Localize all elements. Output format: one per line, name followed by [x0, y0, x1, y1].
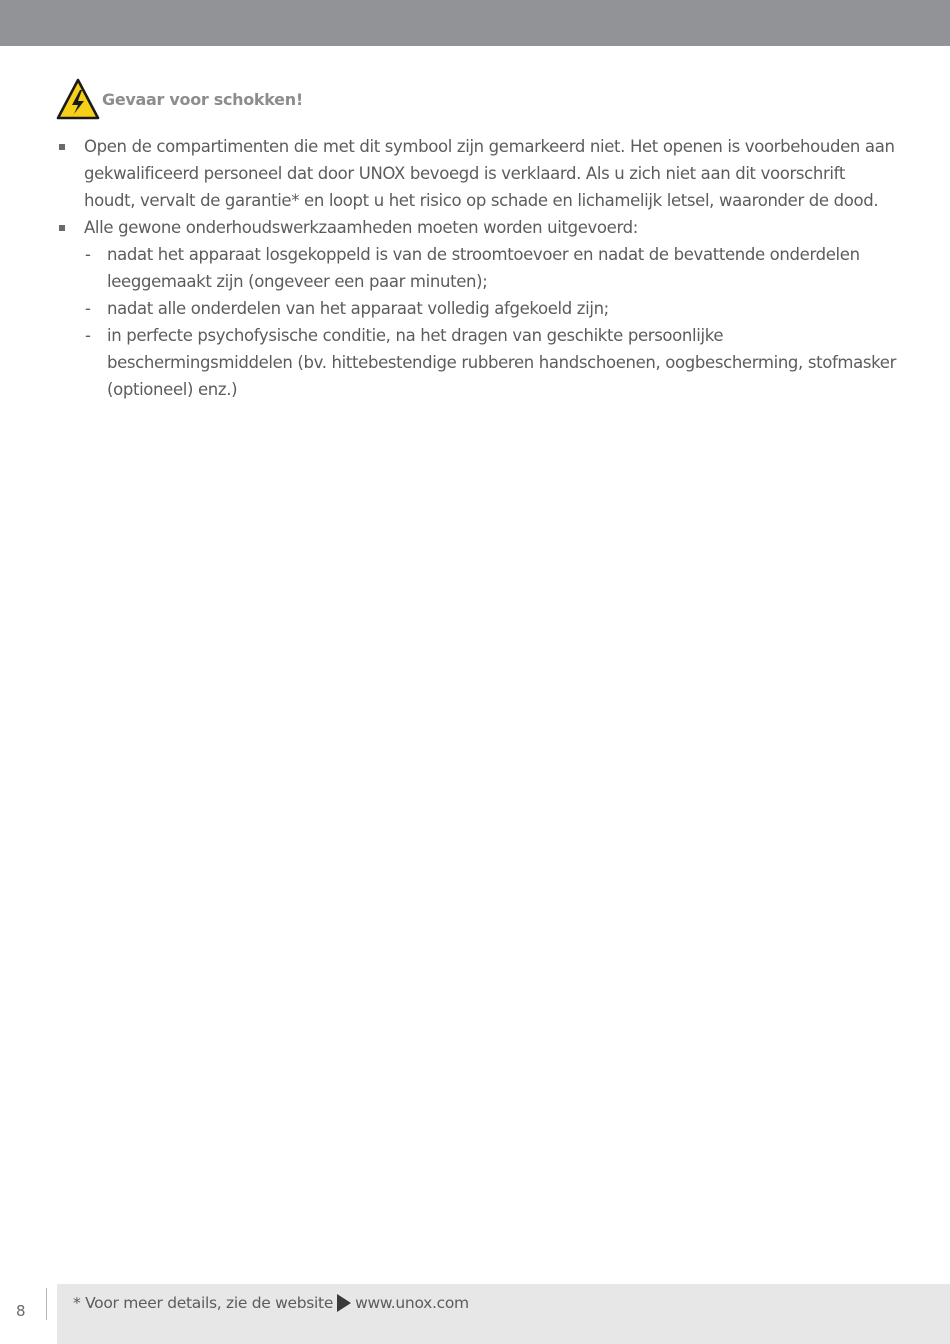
page-divider — [46, 1288, 47, 1320]
dash-icon: - — [85, 299, 91, 318]
sub-list-item-text: nadat alle onderdelen van het apparaat volledig afgekoeld zijn; — [107, 299, 609, 318]
dash-icon: - — [85, 245, 91, 264]
bullet-icon — [59, 225, 65, 231]
warning-heading — [56, 78, 303, 120]
footer-note-prefix: * Voor meer details, zie de website — [73, 1294, 334, 1312]
sub-list-item — [84, 322, 896, 403]
header-bar — [0, 0, 950, 46]
footer-text — [73, 1293, 469, 1313]
list-item — [56, 214, 896, 403]
list-item-text: Open de compartimenten die met dit symbool zijn gemarkeerd niet. Het openen is voorbehouden aan gekwalificeerd personeel dat door UNOX bevoegd is verklaard. Als u zich niet aan dit voorschrift houdt, vervalt de garantie* en loopt u het risico op schade en lichamelijk letsel, waaronder de dood. — [84, 137, 895, 210]
page-number: 8 — [16, 1302, 26, 1320]
footer-note — [57, 1284, 950, 1344]
sub-list-item — [84, 295, 896, 322]
electric-shock-warning-icon — [56, 78, 100, 120]
play-arrow-icon — [336, 1293, 352, 1313]
sub-list-item-text: in perfecte psychofysische conditie, na het dragen van geschikte persoonlijke beschermingsmiddelen (bv. hittebestendige rubberen handschoenen, oogbescherming, stofmasker (optioneel) enz.) — [107, 326, 897, 399]
list-item — [56, 133, 896, 214]
warning-title: Gevaar voor schokken! — [102, 89, 303, 109]
sub-list-item-text: nadat het apparaat losgekoppeld is van de stroomtoevoer en nadat de bevattende onderdelen leeggemaakt zijn (ongeveer een paar minuten); — [107, 245, 860, 291]
sub-list-item — [84, 241, 896, 295]
maintenance-instructions — [56, 133, 896, 403]
sub-list — [84, 241, 896, 403]
list-item-text: Alle gewone onderhoudswerkzaamheden moeten worden uitgevoerd: — [84, 218, 638, 237]
website-link[interactable]: www.unox.com — [355, 1294, 469, 1312]
dash-icon: - — [85, 326, 91, 345]
bullet-icon — [59, 144, 65, 150]
